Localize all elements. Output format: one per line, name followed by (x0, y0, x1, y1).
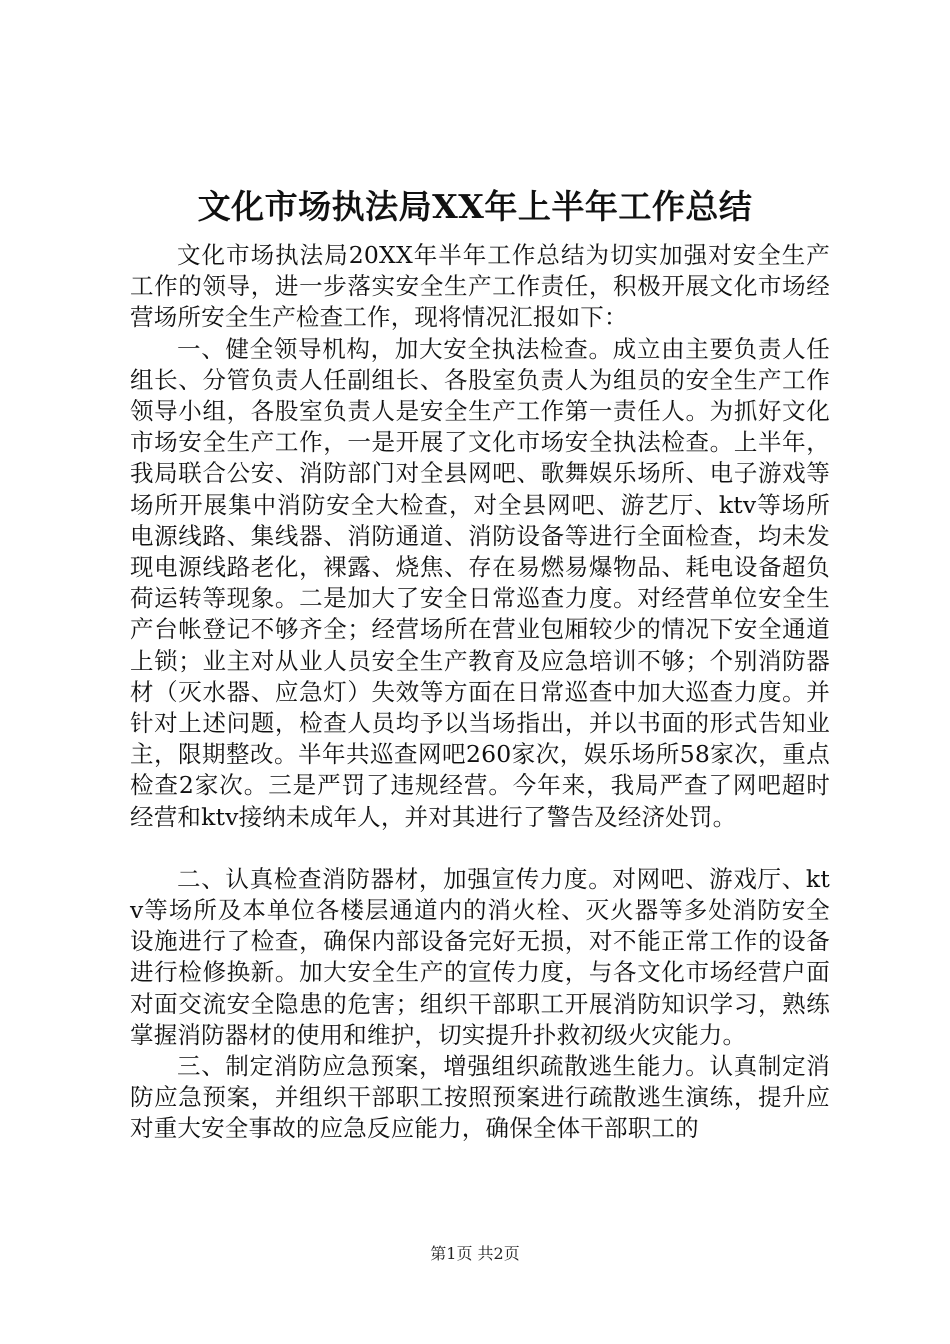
paragraph-spacer (130, 833, 830, 864)
document-title: 文化市场执法局XX年上半年工作总结 (197, 187, 753, 226)
section-one-paragraph: 一、健全领导机构，加大安全执法检查。成立由主要负责人任组长、分管负责人任副组长、各股室负责人为组员的安全生产工作领导小组，各股室负责人是安全生产工作第一责任人。为抓好文化市场安全生产工作，一是开展了文化市场安全执法检查。上半年，我局联合公安、消防部门对全县网吧、歌舞娱乐场所、电子游戏等场所开展集中消防安全大检查，对全县网吧、游艺厅、ktv等场所电源线路、集线器、消防通道、消防设备等进行全面检查，均未发现电源线路老化，裸露、烧焦、存在易燃易爆物品、耗电设备超负荷运转等现象。二是加大了安全日常巡查力度。对经营单位安全生产台帐登记不够齐全；经营场所在营业包厢较少的情况下安全通道上锁；业主对从业人员安全生产教育及应急培训不够；个别消防器材（灭水器、应急灯）失效等方面在日常巡查中加大巡查力度。并针对上述问题，检查人员均予以当场指出，并以书面的形式告知业主，限期整改。半年共巡查网吧260家次，娱乐场所58家次，重点检查2家次。三是严罚了违规经营。今年来，我局严查了网吧超时经营和ktv接纳未成年人，并对其进行了警告及经济处罚。 (130, 334, 830, 831)
page-number-footer: 第1页 共2页 (430, 1244, 520, 1263)
section-three-paragraph: 三、制定消防应急预案，增强组织疏散逃生能力。认真制定消防应急预案，并组织干部职工按照预案进行疏散逃生演练，提升应对重大安全事故的应急反应能力，确保全体干部职工的 (130, 1052, 830, 1143)
intro-paragraph: 文化市场执法局20XX年半年工作总结为切实加强对安全生产工作的领导，进一步落实安全生产工作责任，积极开展文化市场经营场所安全生产检查工作，现将情况汇报如下： (130, 241, 830, 332)
document-body (130, 240, 830, 1145)
section-two-paragraph: 二、认真检查消防器材，加强宣传力度。对网吧、游戏厅、ktv等场所及本单位各楼层通道内的消火栓、灭火器等多处消防安全设施进行了检查，确保内部设备完好无损，对不能正常工作的设备进行检修换新。加大安全生产的宣传力度，与各文化市场经营户面对面交流安全隐患的危害；组织干部职工开展消防知识学习，熟练掌握消防器材的使用和维护，切实提升扑救初级火灾能力。 (130, 864, 830, 1049)
